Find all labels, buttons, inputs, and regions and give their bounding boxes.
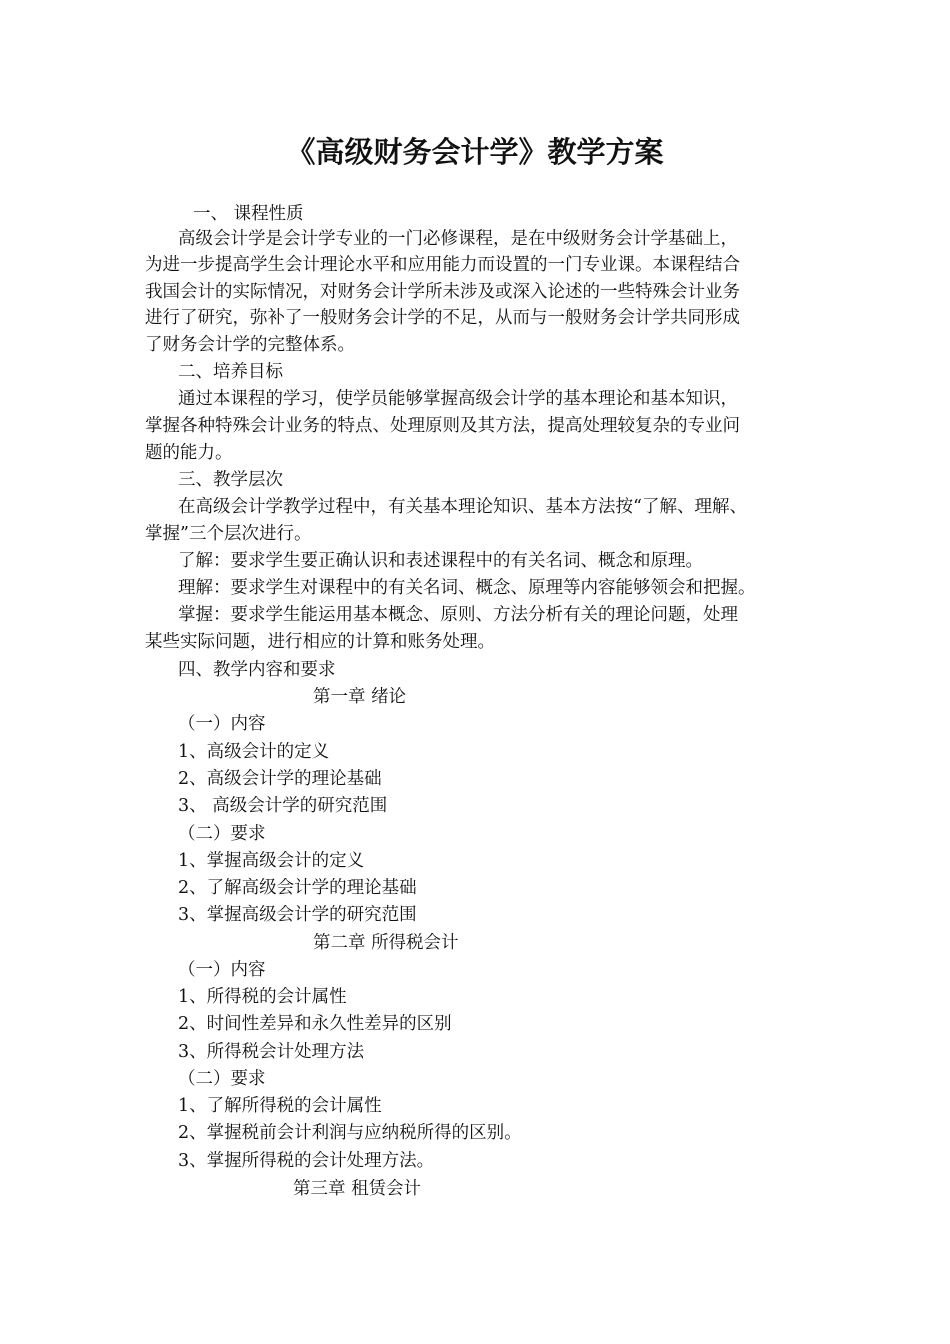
paragraph-line: 高级会计学是会计学专业的一门必修课程，是在中级财务会计学基础上，: [178, 229, 738, 249]
subheading-requirements: （二）要求: [178, 824, 266, 844]
paragraph-line: 通过本课程的学习，使学员能够掌握高级会计学的基本理论和基本知识，: [178, 389, 738, 409]
paragraph-line: 掌握：要求学生能运用基本概念、原则、方法分析有关的理论问题，处理: [178, 605, 738, 625]
list-item: 2、了解高级会计学的理论基础: [178, 878, 417, 898]
list-item: 3、所得税会计处理方法: [178, 1042, 365, 1062]
section-heading-teaching-content: 四、教学内容和要求: [178, 660, 336, 680]
paragraph-line: 了财务会计学的完整体系。: [145, 335, 355, 355]
chapter-title-3: 第三章 租赁会计: [293, 1179, 422, 1199]
chapter-title-1: 第一章 绪论: [313, 687, 407, 707]
list-item: 3、掌握高级会计学的研究范围: [178, 905, 417, 925]
list-item: 2、掌握税前会计利润与应纳税所得的区别。: [178, 1123, 522, 1143]
list-item: 2、时间性差异和永久性差异的区别: [178, 1014, 452, 1034]
subheading-requirements: （二）要求: [178, 1069, 266, 1089]
subheading-content: （一）内容: [178, 960, 266, 980]
subheading-content: （一）内容: [178, 714, 266, 734]
paragraph-line: 掌握”三个层次进行。: [145, 524, 312, 544]
paragraph-line: 理解：要求学生对课程中的有关名词、概念、原理等内容能够领会和把握。: [178, 578, 756, 598]
paragraph-line: 题的能力。: [145, 443, 233, 463]
document-title: 《高级财务会计学》教学方案: [286, 135, 664, 169]
list-item: 3、掌握所得税的会计处理方法。: [178, 1151, 435, 1171]
list-item: 1、掌握高级会计的定义: [178, 851, 365, 871]
paragraph-line: 了解：要求学生要正确认识和表述课程中的有关名词、概念和原理。: [178, 551, 703, 571]
paragraph-line: 某些实际问题，进行相应的计算和账务处理。: [145, 632, 495, 652]
section-heading-course-nature: 一、 课程性质: [193, 204, 304, 224]
list-item: 1、所得税的会计属性: [178, 987, 347, 1007]
paragraph-line: 进行了研究，弥补了一般财务会计学的不足，从而与一般财务会计学共同形成: [145, 308, 740, 328]
section-heading-teaching-levels: 三、教学层次: [178, 470, 283, 490]
list-item: 2、高级会计学的理论基础: [178, 769, 382, 789]
paragraph-line: 掌握各种特殊会计业务的特点、处理原则及其方法，提高处理较复杂的专业问: [145, 416, 740, 436]
paragraph-line: 我国会计的实际情况，对财务会计学所未涉及或深入论述的一些特殊会计业务: [145, 282, 740, 302]
chapter-title-2: 第二章 所得税会计: [313, 933, 459, 953]
paragraph-line: 在高级会计学教学过程中，有关基本理论知识、基本方法按“了解、理解、: [178, 497, 747, 517]
list-item: 1、高级会计的定义: [178, 742, 330, 762]
paragraph-line: 为进一步提高学生会计理论水平和应用能力而设置的一门专业课。本课程结合: [145, 255, 740, 275]
section-heading-training-goal: 二、培养目标: [178, 362, 283, 382]
list-item: 1、了解所得税的会计属性: [178, 1096, 382, 1116]
list-item: 3、 高级会计学的研究范围: [178, 796, 388, 816]
